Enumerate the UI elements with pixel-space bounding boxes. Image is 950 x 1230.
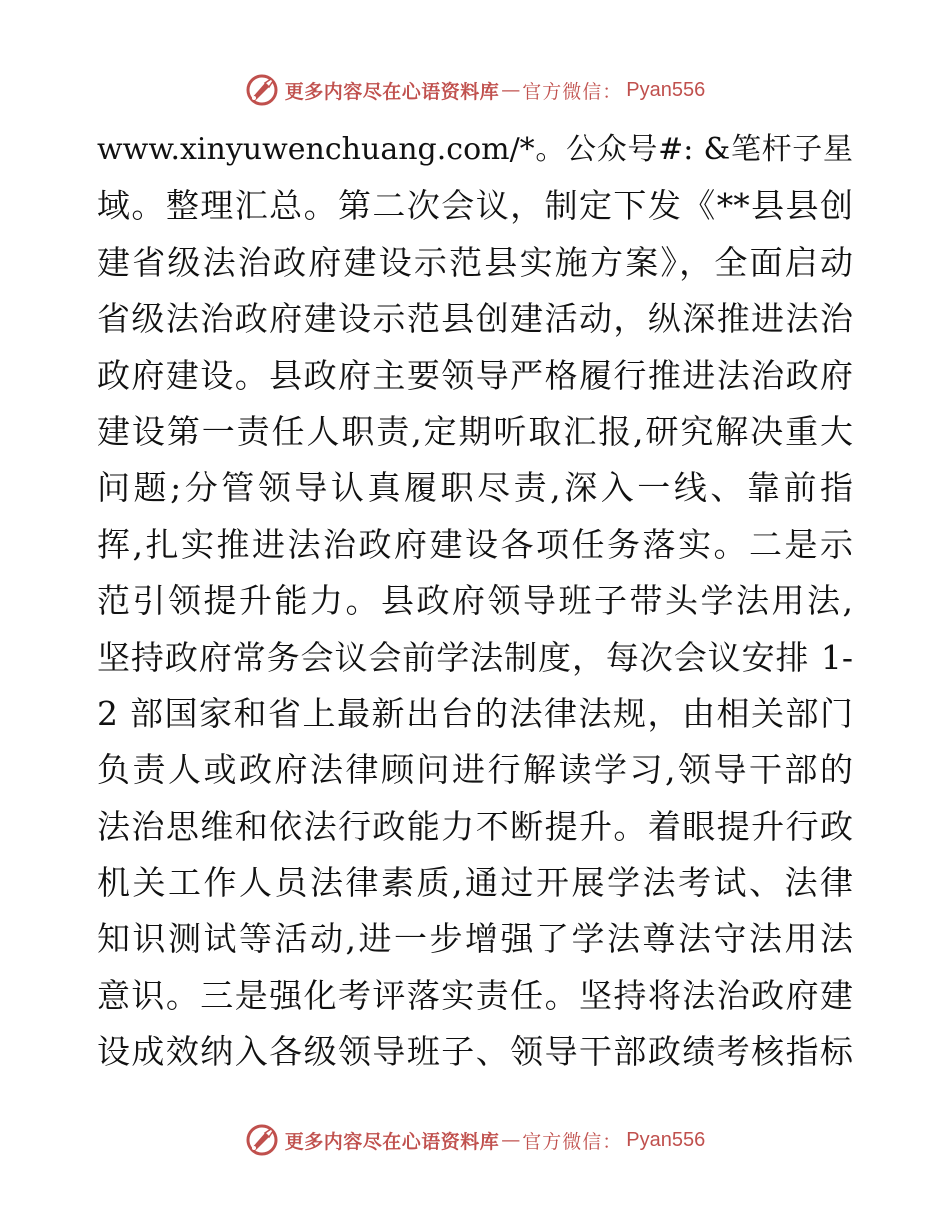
body-line: 负责人或政府法律顾问进行解读学习,领导干部的 [97, 750, 853, 790]
body-line: 意识。三是强化考评落实责任。坚持将法治政府建 [97, 975, 853, 1015]
body-line: 范引领提升能力。县政府领导班子带头学法用法, [97, 581, 853, 621]
banner-dash: — [501, 79, 521, 101]
body-line: www.xinyuwenchuang.com/*。公众号#: &笔杆子星 [97, 132, 853, 167]
banner-title: 更多内容尽在心语资料库 [284, 80, 500, 103]
body-line: 设成效纳入各级领导班子、领导干部政绩考核指标 [97, 1032, 853, 1072]
header-banner [0, 70, 950, 110]
document-body [97, 122, 853, 1081]
footer-wechat-label: 官方微信： [522, 1130, 623, 1153]
body-line: 问题;分管领导认真履职尽责,深入一线、靠前指 [97, 468, 853, 508]
body-line: 法治思维和依法行政能力不断提升。着眼提升行政 [97, 806, 853, 846]
body-line: 建设第一责任人职责,定期听取汇报,研究解决重大 [97, 411, 853, 451]
footer-banner [0, 1120, 950, 1160]
footer-title: 更多内容尽在心语资料库 [284, 1130, 500, 1153]
body-line: 政府建设。县政府主要领导严格履行推进法治政府 [97, 355, 853, 395]
pen-nib-logo-icon [245, 1123, 279, 1157]
footer-wechat-id: Pyan556 [626, 1128, 706, 1151]
footer-dash: — [501, 1129, 521, 1151]
body-line: 机关工作人员法律素质,通过开展学法考试、法律 [97, 863, 853, 903]
body-line: 知识测试等活动,进一步增强了学法尊法守法用法 [97, 919, 853, 959]
body-line: 2 部国家和省上最新出台的法律法规，由相关部门 [97, 693, 853, 733]
banner-wechat-label: 官方微信： [522, 80, 623, 103]
pen-nib-logo-icon [245, 73, 279, 107]
body-line: 建省级法治政府建设示范县实施方案》，全面启动 [97, 242, 853, 282]
body-line: 域。整理汇总。第二次会议，制定下发《**县县创 [97, 186, 853, 226]
body-line: 省级法治政府建设示范县创建活动，纵深推进法治 [97, 299, 853, 339]
body-line: 挥,扎实推进法治政府建设各项任务落实。二是示 [97, 524, 853, 564]
banner-wechat-id: Pyan556 [626, 78, 706, 101]
body-line: 坚持政府常务会议会前学法制度，每次会议安排 1- [97, 637, 853, 677]
